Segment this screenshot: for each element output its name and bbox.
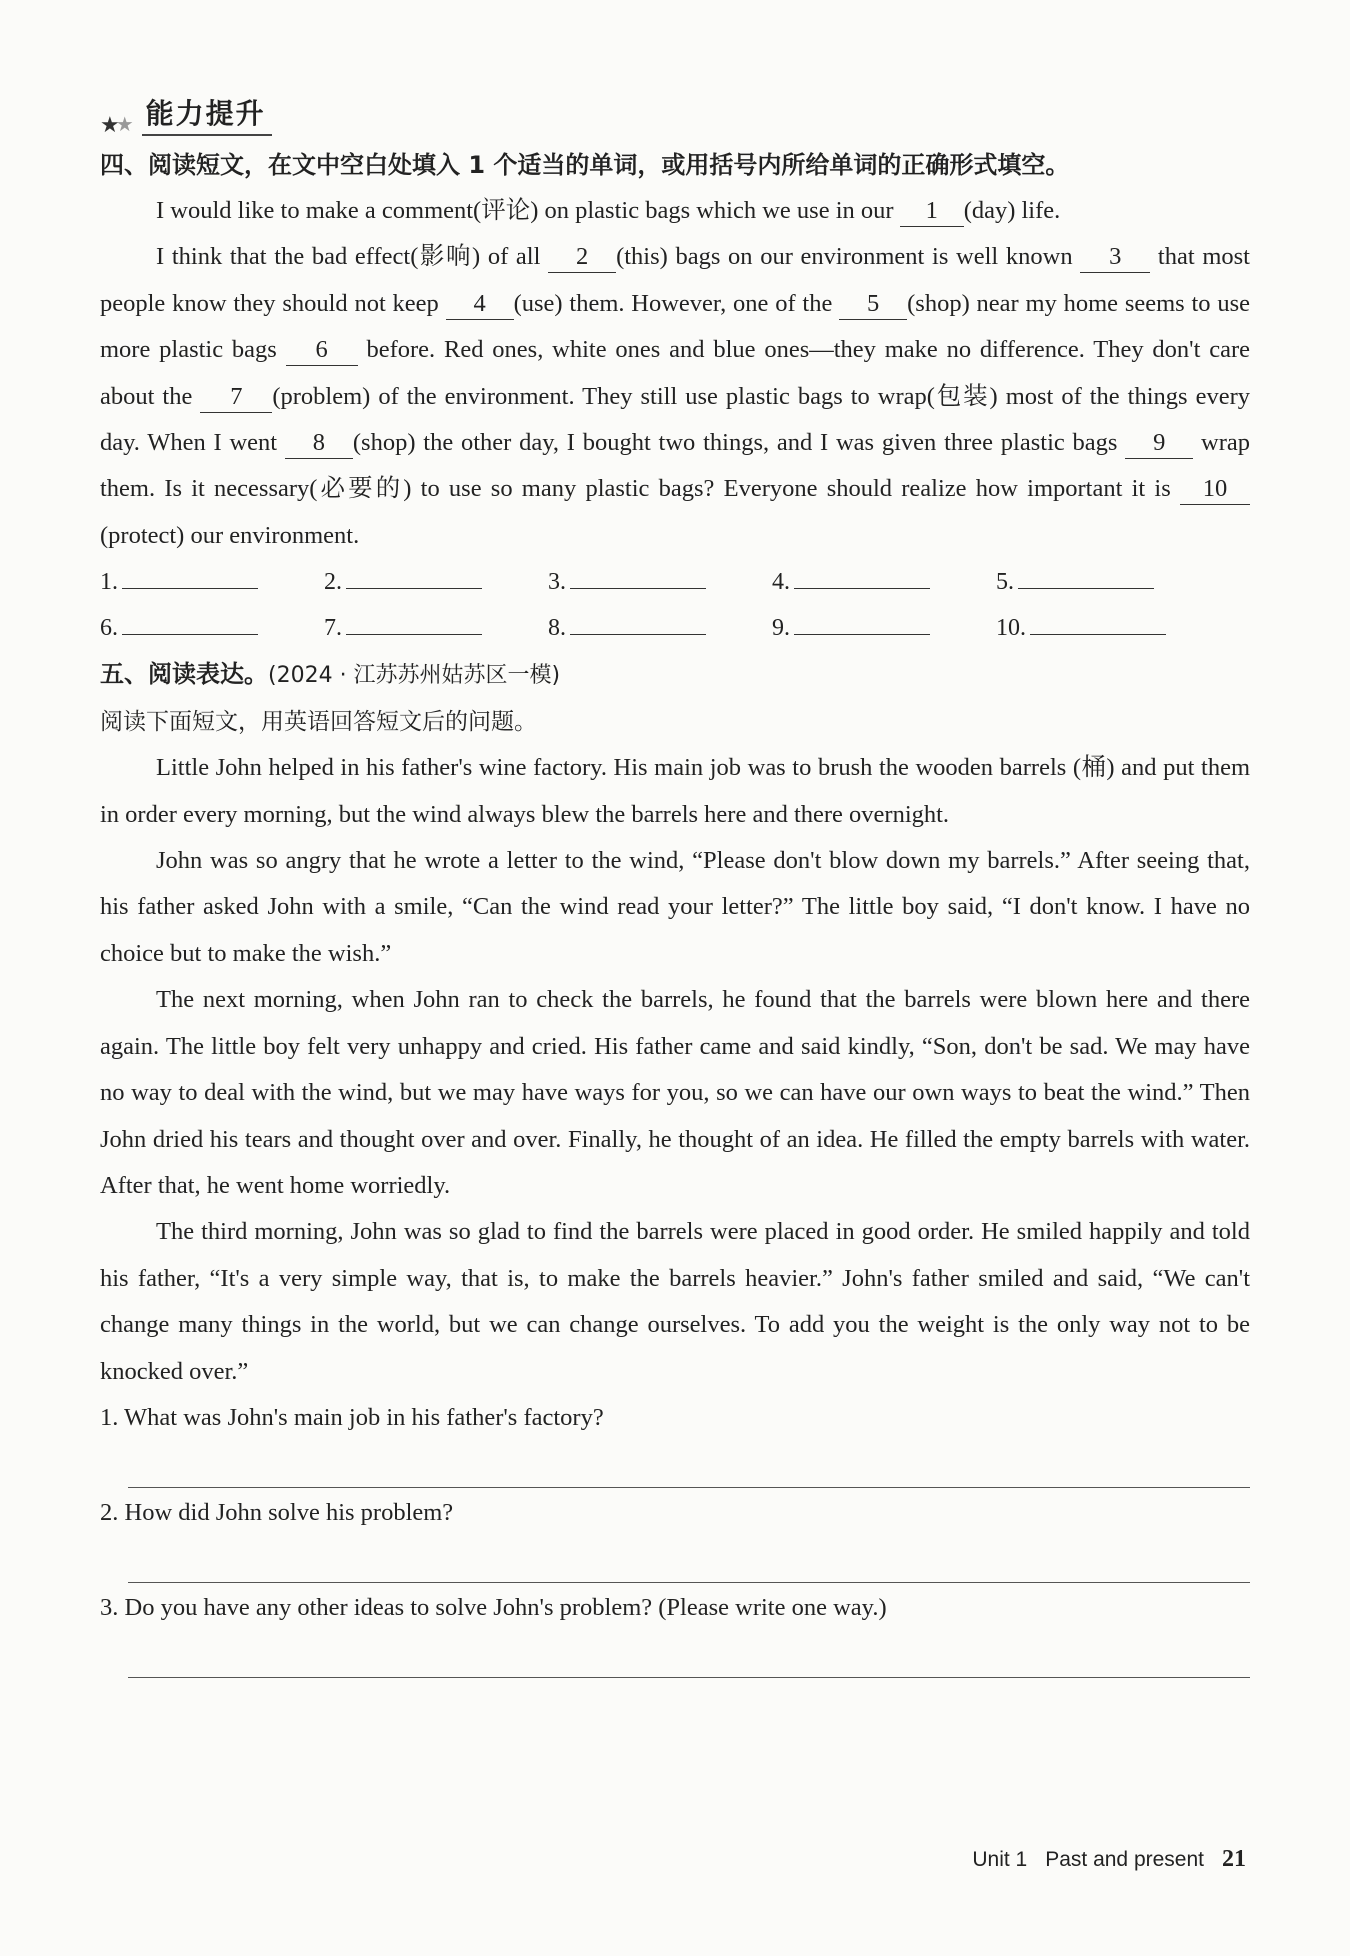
answer-item (772, 605, 996, 651)
section4-paragraph-2 (100, 234, 1250, 559)
text: I would like to make a comment(评论) on plastic bags which we use in our (156, 197, 900, 224)
answer-label: 1. (100, 569, 118, 596)
answer-line-3[interactable] (128, 1631, 1250, 1678)
section5-source: (2024 · 江苏苏州姑苏区一模) (268, 663, 561, 689)
answer-blank[interactable] (122, 608, 258, 635)
text: (protect) our environment. (100, 521, 360, 549)
answer-line-1[interactable] (128, 1441, 1250, 1488)
section5-title-text: 五、阅读表达。 (100, 660, 268, 689)
blank-9[interactable]: 9 (1125, 428, 1193, 459)
text: wrap them. Is it necessary(必要的) to use so many plastic bags? Everyone should realize how important it is (100, 429, 1250, 503)
section4-title: 四、阅读短文，在文中空白处填入 1 个适当的单词，或用括号内所给单词的正确形式填空。 (100, 151, 1070, 179)
blank-8[interactable]: 8 (285, 428, 353, 459)
answer-item (324, 559, 548, 605)
answer-item (548, 605, 772, 651)
text: that most people know they should not keep (100, 243, 1250, 317)
text: I think that the bad effect(影响) of all (156, 243, 549, 271)
stars-icon: ★ ★ (100, 112, 134, 137)
text: (shop) the other day, I bought two things, and I was given three plastic bags (352, 429, 1126, 457)
answer-label: 6. (100, 615, 118, 642)
answer-blank[interactable] (122, 562, 258, 589)
answer-label: 10. (996, 615, 1026, 642)
answer-item (100, 605, 324, 651)
answer-blank[interactable] (794, 562, 930, 589)
answer-label: 8. (548, 615, 566, 642)
answer-label: 7. (324, 615, 342, 642)
story-paragraph-4: The third morning, John was so glad to find the barrels were placed in good order. He smiled happily and told his father, “It's a very simple way, that is, to make the barrels heavier.” John's father smiled and said, “We can't change many things in the world, but we can change ourselves. To add you the weight is the only way not to be knocked over.” (100, 1218, 1250, 1385)
answer-label: 4. (772, 569, 790, 596)
answer-label: 9. (772, 615, 790, 642)
text: (this) bags on our environment is well known (616, 243, 1081, 271)
section-header (100, 92, 1250, 136)
answer-line-2[interactable] (128, 1536, 1250, 1583)
question-1: 1. What was John's main job in his father's factory? (100, 1403, 604, 1431)
blank-2[interactable]: 2 (548, 242, 616, 273)
text: before. Red ones, white ones and blue ones—they make no difference. They don't care about the (100, 336, 1251, 410)
answer-item (772, 559, 996, 605)
question-3: 3. Do you have any other ideas to solve John's problem? (Please write one way.) (100, 1593, 887, 1621)
answer-label: 3. (548, 569, 566, 596)
text: (use) them. However, one of the (513, 289, 840, 317)
text: (shop) near my home seems to use more plastic bags (100, 289, 1251, 364)
blank-5[interactable]: 5 (839, 289, 907, 320)
story-paragraph-2: John was so angry that he wrote a letter to the wind, “Please don't blow down my barrels.” After seeing that, his father asked John with a smile, “Can the wind read your letter?” The little boy said, “I don't know. I have no choice but to make the wish.” (100, 847, 1250, 967)
answer-item (548, 559, 772, 605)
answer-blank[interactable] (794, 608, 930, 635)
page-number: 21 (1222, 1846, 1246, 1872)
blank-6[interactable]: 6 (286, 335, 358, 366)
blank-3[interactable]: 3 (1080, 242, 1150, 273)
answer-label: 5. (996, 569, 1014, 596)
answer-label: 2. (324, 569, 342, 596)
answer-item (996, 605, 1220, 651)
footer-unit: Unit 1 (972, 1848, 1028, 1871)
section5-title (100, 651, 1250, 699)
answer-blank[interactable] (346, 562, 482, 589)
answer-item (324, 605, 548, 651)
answer-blank[interactable] (1030, 608, 1166, 635)
answer-blank[interactable] (1018, 562, 1154, 589)
story-paragraph-3: The next morning, when John ran to check the barrels, he found that the barrels were blown here and there again. The little boy felt very unhappy and cried. His father came and said kindly, “Son, don't be sad. We may have no way to deal with the wind, but we may have ways for you, so we can have our own ways to beat the wind.” Then John dried his tears and thought over and over. Finally, he thought of an idea. He filled the empty barrels with water. After that, he went home worriedly. (100, 986, 1250, 1199)
blank-10[interactable]: 10 (1180, 474, 1250, 505)
section5-instruction: 阅读下面短文，用英语回答短文后的问题。 (100, 709, 537, 736)
text: (problem) of the environment. They still use plastic bags to wrap(包装) most of the things every day. When I went (100, 382, 1250, 457)
header-title: 能力提升 (142, 92, 272, 136)
answer-grid (100, 559, 1250, 651)
worksheet-page (100, 92, 1250, 1680)
question-2: 2. How did John solve his problem? (100, 1498, 454, 1526)
page-footer (972, 1846, 1246, 1873)
blank-4[interactable]: 4 (446, 289, 514, 320)
answer-blank[interactable] (346, 608, 482, 635)
story-paragraph-1: Little John helped in his father's wine factory. His main job was to brush the wooden barrels (桶) and put them in order every morning, but the wind always blew the barrels here and there overnight. (100, 754, 1250, 828)
text: (day) life. (963, 197, 1061, 224)
answer-item (996, 559, 1220, 605)
answer-item (100, 559, 324, 605)
answer-blank[interactable] (570, 608, 706, 635)
answer-blank[interactable] (570, 562, 706, 589)
footer-title: Past and present (1045, 1848, 1204, 1871)
blank-7[interactable]: 7 (200, 382, 272, 413)
blank-1[interactable]: 1 (900, 196, 964, 227)
section4-paragraph-1 (100, 188, 1250, 234)
